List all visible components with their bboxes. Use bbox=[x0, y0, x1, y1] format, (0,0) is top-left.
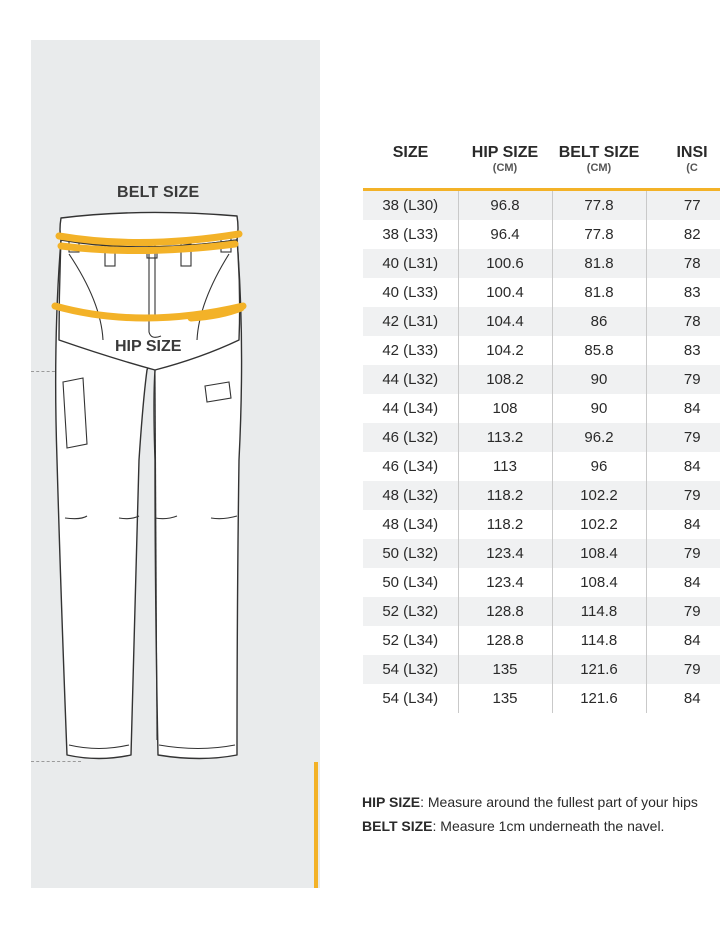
belt-size-label: BELT SIZE bbox=[117, 184, 200, 201]
table-row bbox=[363, 190, 720, 221]
table-cell: 84 bbox=[646, 510, 720, 539]
table-cell: 50 (L32) bbox=[363, 539, 458, 568]
table-cell: 128.8 bbox=[458, 626, 552, 655]
table-cell: 90 bbox=[552, 394, 646, 423]
table-cell: 108.2 bbox=[458, 365, 552, 394]
table-cell: 44 (L32) bbox=[363, 365, 458, 394]
belt-note-text: : Measure 1cm underneath the navel. bbox=[432, 818, 665, 834]
table-cell: 104.2 bbox=[458, 336, 552, 365]
table-row bbox=[363, 307, 720, 336]
table-cell: 78 bbox=[646, 249, 720, 278]
accent-bar bbox=[314, 762, 318, 888]
table-cell: 54 (L32) bbox=[363, 655, 458, 684]
table-cell: 123.4 bbox=[458, 539, 552, 568]
table-cell: 40 (L31) bbox=[363, 249, 458, 278]
table-cell: 84 bbox=[646, 452, 720, 481]
table-row bbox=[363, 394, 720, 423]
table-cell: 114.8 bbox=[552, 597, 646, 626]
table-cell: 84 bbox=[646, 394, 720, 423]
table-row bbox=[363, 249, 720, 278]
table-cell: 100.6 bbox=[458, 249, 552, 278]
table-cell: 123.4 bbox=[458, 568, 552, 597]
table-cell: 38 (L33) bbox=[382, 226, 439, 243]
table-cell: 85.8 bbox=[552, 336, 646, 365]
hip-size-label: HIP SIZE bbox=[115, 338, 182, 355]
table-cell: 46 (L34) bbox=[382, 458, 439, 475]
table-row bbox=[363, 684, 720, 713]
hip-note-term: HIP SIZE bbox=[362, 794, 421, 810]
header-inside-leg: INSI (C bbox=[676, 144, 708, 174]
table-cell: 42 (L33) bbox=[382, 342, 439, 359]
belt-note-term: BELT SIZE bbox=[362, 818, 433, 834]
table-cell: 121.6 bbox=[552, 655, 646, 684]
table-cell: 52 (L34) bbox=[382, 632, 439, 649]
table-cell: 84 bbox=[646, 568, 720, 597]
table-cell: 128.8 bbox=[458, 597, 552, 626]
hip-note-text: : Measure around the fullest part of your hips bbox=[420, 794, 698, 810]
table-row bbox=[363, 336, 720, 365]
pants-illustration bbox=[31, 40, 320, 888]
table-cell: 96.8 bbox=[458, 190, 552, 221]
table-cell: 79 bbox=[646, 597, 720, 626]
table-cell: 102.2 bbox=[552, 510, 646, 539]
table-cell: 121.6 bbox=[552, 684, 646, 713]
table-cell: 83 bbox=[646, 336, 720, 365]
table-cell: 86 bbox=[552, 307, 646, 336]
table-cell: 84 bbox=[646, 684, 720, 713]
table-cell: 48 (L34) bbox=[382, 516, 439, 533]
table-cell: 108 bbox=[458, 394, 552, 423]
table-cell: 96.2 bbox=[552, 423, 646, 452]
table-cell: 54 (L34) bbox=[382, 690, 439, 707]
table-cell: 108.4 bbox=[552, 568, 646, 597]
table-cell: 82 bbox=[646, 220, 720, 249]
table-cell: 84 bbox=[646, 626, 720, 655]
table-row bbox=[363, 626, 720, 655]
table-cell: 135 bbox=[458, 684, 552, 713]
table-row bbox=[363, 481, 720, 510]
table-cell: 104.4 bbox=[458, 307, 552, 336]
table-cell: 79 bbox=[646, 423, 720, 452]
table-cell: 77.8 bbox=[552, 220, 646, 249]
table-row bbox=[363, 568, 720, 597]
table-cell: 81.8 bbox=[552, 249, 646, 278]
header-size: SIZE bbox=[392, 144, 429, 161]
table-cell: 118.2 bbox=[458, 510, 552, 539]
table-cell: 52 (L32) bbox=[363, 597, 458, 626]
table-cell: 44 (L34) bbox=[382, 400, 439, 417]
table-cell: 77 bbox=[646, 190, 720, 221]
table-cell: 83 bbox=[646, 278, 720, 307]
table-row bbox=[363, 655, 720, 684]
hip-note bbox=[362, 790, 720, 814]
table-cell: 48 (L32) bbox=[363, 481, 458, 510]
belt-note bbox=[362, 814, 720, 838]
table-row bbox=[363, 423, 720, 452]
table-cell: 102.2 bbox=[552, 481, 646, 510]
measurement-notes bbox=[362, 790, 720, 838]
table-cell: 42 (L31) bbox=[363, 307, 458, 336]
header-hip-size: HIP SIZE (CM) bbox=[471, 144, 539, 174]
table-header-row bbox=[363, 140, 720, 190]
table-cell: 135 bbox=[458, 655, 552, 684]
table-row bbox=[363, 452, 720, 481]
table-row bbox=[363, 220, 720, 249]
table-cell: 113.2 bbox=[458, 423, 552, 452]
table-row bbox=[363, 510, 720, 539]
illustration-panel bbox=[31, 40, 320, 888]
table-row bbox=[363, 365, 720, 394]
table-cell: 90 bbox=[552, 365, 646, 394]
table-cell: 114.8 bbox=[552, 626, 646, 655]
table-cell: 79 bbox=[646, 655, 720, 684]
table-cell: 96.4 bbox=[458, 220, 552, 249]
table-cell: 100.4 bbox=[458, 278, 552, 307]
table-cell: 118.2 bbox=[458, 481, 552, 510]
table-cell: 79 bbox=[646, 365, 720, 394]
table-cell: 108.4 bbox=[552, 539, 646, 568]
table-cell: 79 bbox=[646, 539, 720, 568]
table-cell: 78 bbox=[646, 307, 720, 336]
table-cell: 113 bbox=[458, 452, 552, 481]
table-cell: 50 (L34) bbox=[382, 574, 439, 591]
table-row bbox=[363, 539, 720, 568]
size-table bbox=[363, 140, 720, 730]
table-cell: 46 (L32) bbox=[363, 423, 458, 452]
table-cell: 79 bbox=[646, 481, 720, 510]
table-cell: 77.8 bbox=[552, 190, 646, 221]
table-row bbox=[363, 278, 720, 307]
table-cell: 81.8 bbox=[552, 278, 646, 307]
header-belt-size: BELT SIZE (CM) bbox=[558, 144, 640, 174]
table-cell: 40 (L33) bbox=[382, 284, 439, 301]
table-cell: 38 (L30) bbox=[363, 190, 458, 221]
table-cell: 96 bbox=[552, 452, 646, 481]
table-row bbox=[363, 597, 720, 626]
